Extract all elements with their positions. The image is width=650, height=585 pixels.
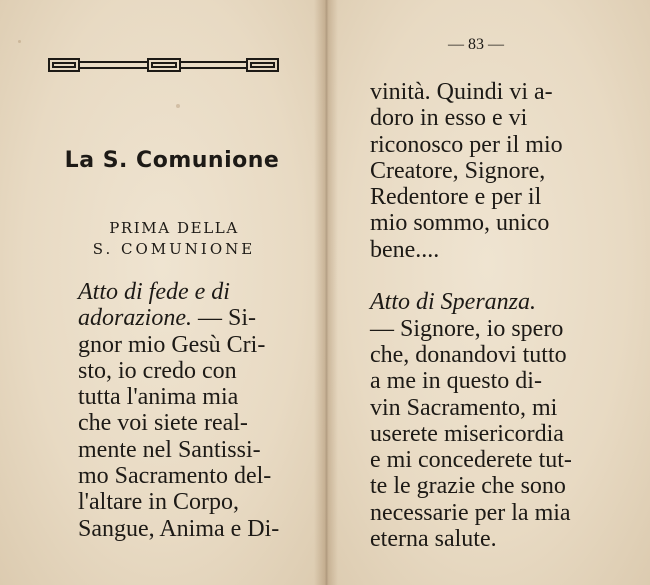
text-line: l'altare in Corpo, <box>78 489 239 516</box>
text-line: — Signore, io spero <box>370 315 564 342</box>
heading-italic: adorazione. <box>78 305 192 332</box>
heading-line: Atto di Speranza. <box>370 289 536 316</box>
paper-spot <box>18 40 21 43</box>
text-line: sto, io credo con <box>78 357 237 384</box>
text-line: necessarie per la mia <box>370 499 571 526</box>
text-line: che voi siete real- <box>78 410 248 437</box>
text-line: che, donandovi tutto <box>370 341 567 368</box>
text-line: Redentore e per il <box>370 184 542 211</box>
text-line: Sangue, Anima e Di- <box>78 515 280 542</box>
book-gutter <box>314 0 338 585</box>
text-line: doro in esso e vi <box>370 105 528 132</box>
page-number: — 83 — <box>448 36 504 53</box>
text-line: e mi concederete tut- <box>370 447 572 474</box>
text-line: te le grazie che sono <box>370 473 566 500</box>
text-line: mio sommo, unico <box>370 210 550 237</box>
text-line: a me in questo di- <box>370 368 542 395</box>
text-line: eterna salute. <box>370 526 497 553</box>
text-line: vinità. Quindi vi a- <box>370 79 553 105</box>
blank-line <box>370 263 606 289</box>
text-line <box>78 305 290 331</box>
text-line: gnor mio Gesù Cri- <box>78 331 266 358</box>
text-line: bene.... <box>370 236 440 263</box>
paper-spot <box>176 104 180 108</box>
section-subtitle-line2: S. COMUNIONE <box>92 240 256 258</box>
left-page-text <box>78 279 290 542</box>
chapter-title: La S. Comunione <box>64 148 280 173</box>
decorative-ornament-bar <box>48 54 280 76</box>
heading-line: Atto di fede e di <box>78 279 230 305</box>
right-page-text <box>370 79 606 552</box>
text-fragment: — Si- <box>192 305 257 332</box>
text-line: mo Sacramento del- <box>78 463 272 490</box>
text-line: userete misericordia <box>370 420 564 447</box>
text-line: mente nel Santissi- <box>78 436 261 463</box>
section-subtitle-line1: PRIMA DELLA <box>109 219 239 237</box>
text-line: riconosco per il mio <box>370 131 563 158</box>
text-line: tutta l'anima mia <box>78 384 239 411</box>
text-line: Creatore, Signore, <box>370 157 546 184</box>
text-line: vin Sacramento, mi <box>370 394 558 421</box>
